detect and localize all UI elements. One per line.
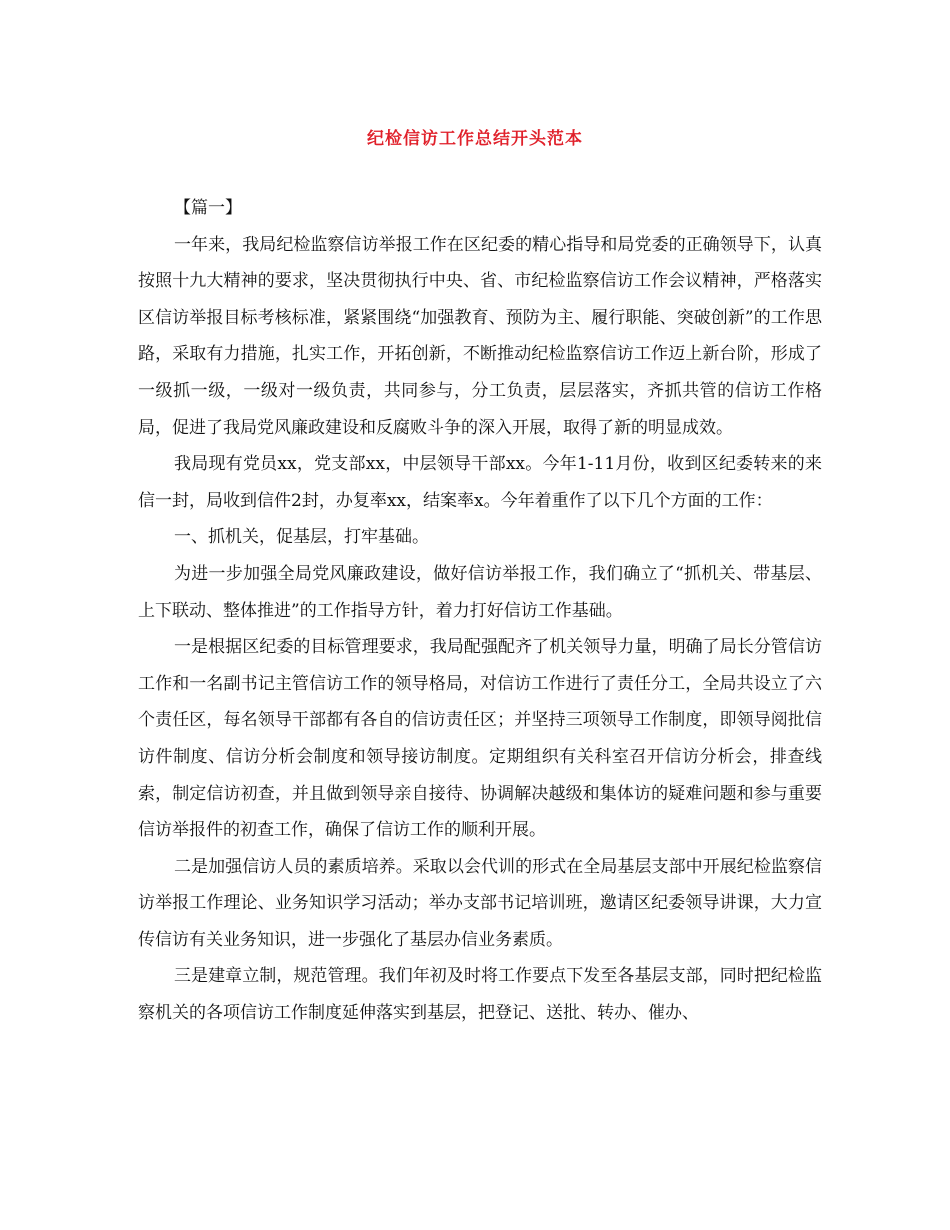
paragraph-point-two: 二是加强信访人员的素质培养。采取以会代训的形式在全局基层支部中开展纪检监察信访举报工作理论、业务知识学习活动；举办支部书记培训班，邀请区纪委领导讲课，大力宣传信访有关业务知识，进一步强化了基层办信业务素质。: [138, 856, 822, 950]
paragraph-point-three: 三是建章立制，规范管理。我们年初及时将工作要点下发至各基层支部，同时把纪检监察机关的各项信访工作制度延伸落实到基层，把登记、送批、转办、催办、: [138, 966, 822, 1024]
section-label: 【篇一】: [174, 198, 242, 218]
paragraph-point-one: 一是根据区纪委的目标管理要求，我局配强配齐了机关领导力量，明确了局长分管信访工作和一名副书记主管信访工作的领导格局，对信访工作进行了责任分工，全局共设立了六个责任区，每名领导干部都有各自的信访责任区；并坚持三项领导工作制度，即领导阅批信访件制度、信访分析会制度和领导接访制度。定期组织有关科室召开信访分析会，排查线索，制定信访初查，并且做到领导亲自接待、协调解决越级和集体访的疑难问题和参与重要信访举报件的初查工作，确保了信访工作的顺利开展。: [138, 637, 822, 841]
paragraph-stats: 我局现有党员xx，党支部xx，中层领导干部xx。今年1-11月份，收到区纪委转来的来信一封，局收到信件2封，办复率xx，结案率x。今年着重作了以下几个方面的工作：: [138, 454, 822, 511]
document-title: 纪检信访工作总结开头范本: [367, 129, 583, 149]
paragraph-intro: 一年来，我局纪检监察信访举报工作在区纪委的精心指导和局党委的正确领导下，认真按照十九大精神的要求，坚决贯彻执行中央、省、市纪检监察信访工作会议精神，严格落实区信访举报目标考核标准，紧紧围绕“加强教育、预防为主、履行职能、突破创新”的工作思路，采取有力措施，扎实工作，开拓创新，不断推动纪检监察信访工作迈上新台阶，形成了一级抓一级，一级对一级负责，共同参与，分工负责，层层落实，齐抓共管的信访工作格局，促进了我局党风廉政建设和反腐败斗争的深入开展，取得了新的明显成效。: [138, 234, 822, 438]
paragraph-heading-one: 一、抓机关，促基层，打牢基础。: [174, 527, 429, 548]
paragraph-guideline: 为进一步加强全局党风廉政建设，做好信访举报工作，我们确立了“抓机关、带基层、上下联动、整体推进”的工作指导方针，着力打好信访工作基础。: [138, 563, 822, 621]
document-body: [138, 190, 822, 1032]
